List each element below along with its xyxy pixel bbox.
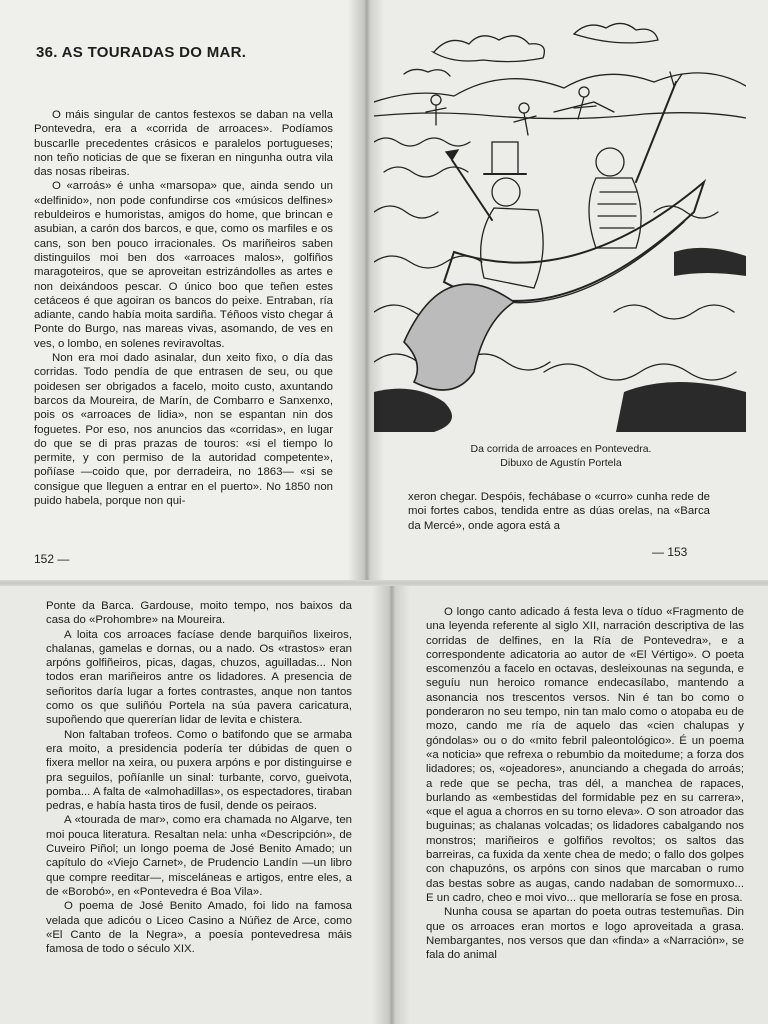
caption-credit: Dibuxo de Agustín Portela xyxy=(500,457,622,469)
scan-seam xyxy=(0,580,768,586)
man-coat xyxy=(481,208,543,288)
paragraph: A «tourada de mar», como era chamada no Algarve, ten moi pouca literatura. Resaltan nela: unha «Descripción», de Cuveiro Piñol; un longo poema de José Benito Amado; un capítulo do «Viejo Carnet», de Prudencio Landín —un libro que compre reeditar—, misceláneas e artigos, entre eles, a de «Borobó», en «Pontevedra é Boa Vila». xyxy=(46,814,352,898)
page-153-body xyxy=(408,490,710,533)
bullfight-at-sea-illustration xyxy=(374,12,746,432)
wave xyxy=(374,256,482,268)
page-152 xyxy=(0,0,366,583)
page-155-body xyxy=(426,605,744,962)
wave xyxy=(614,305,734,319)
sailor-head xyxy=(596,148,624,176)
harpoon xyxy=(452,160,492,220)
cloud xyxy=(404,69,450,76)
page-number: — 153 xyxy=(652,545,688,559)
paragraph: Ponte da Barca. Gardouse, moito tempo, nos baixos da casa do «Prohombre» na Moureira. xyxy=(46,600,352,627)
oar xyxy=(636,82,676,182)
page-154-body xyxy=(46,599,352,956)
horizon-line xyxy=(374,113,746,119)
wave-shadow xyxy=(674,248,746,276)
boat-hull xyxy=(444,182,704,301)
wave xyxy=(384,167,468,177)
page-153 xyxy=(366,0,768,583)
top-hat xyxy=(492,142,518,174)
paragraph: Nunha cousa se apartan do poeta outras testemuñas. Din que os arroaces eran mortos e logo aproveitada a grasa. Nembargantes, nos versos que dan «finda» a «Narración», se fala do animal xyxy=(426,906,744,962)
page-number: 152 — xyxy=(34,552,70,566)
page-152-body xyxy=(34,108,333,508)
wave-shadow xyxy=(374,389,452,432)
chapter-heading: 36. AS TOURADAS DO MAR. xyxy=(36,44,247,61)
paragraph: A loita cos arroaces facíase dende barquiños lixeiros, chalanas, gamelas e dornas, ou a nado. Os «trastos» eran arpóns golfiñeiros, picas, dagas, chuzos, aguilladas... Non todos eran mariñeiros antre os lidadores. A presencia de señoritos daría lugar a fortes contrastes, anque non tantos como os que suliñóu Portela na súa pavera caricatura, supoñendo que quererían lidar de levita e chistera. xyxy=(46,628,352,727)
page-155 xyxy=(390,583,768,1024)
paragraph: xeron chegar. Despóis, fechábase o «curro» cunha rede de moi fortes cabos, tendida entre as dúas orelas, na «Barca da Mercé», onde agora está a xyxy=(408,491,710,532)
wave xyxy=(374,138,470,146)
sailor-shirt xyxy=(589,178,641,248)
wave-shadow xyxy=(616,382,746,432)
paragraph: O poema de José Benito Amado, foi lido na famosa velada que adicóu o Liceo Casino a Núñez de Arce, como «El Canto de la Negra», a poesía pontevedresa máis famosa de todo o século XIX. xyxy=(46,900,352,956)
page-154 xyxy=(0,583,390,1024)
paragraph: O longo canto adicado á festa leva o tíduo «Fragmento de una leyenda referente al siglo XII, narración descriptiva de las corridas de delfines, en la Ría de Pontevedra», e a correspondente adicatoria ao autor de «El Vértigo». O poeta escomenzóu a facelo en octavas, desleixounas na segunda, e seguíu nun heroico romance endecasílabo, mantendo a asonancia nos trescentos versos. Nin é tan bo como o ponderaron no seu tempo, nin tan malo como o atopaba eu de mozo, cando me ría de aquelo das «cien chalupas y góndolas» ou o do «mito febril paleontológico». É un poema «a noticia» que refrexa o rebumbio da moitedume; a forza dos lidadores; os, «ojeadores», anunciando a chegada do arroás; a rede que se pecha, tras dél, a manchea de rapaces, burlando as «embestidas del formidable pez en su carrera», «que el agua a chorros en su torno eleva». O son atroador das buguinas; as chalanas volcadas; os lidadores cabalgando nos monstros; mariñeiros e golfiños revoltos; os saltos das barreiras, ca fuxida da xente chea de medo; o fallo dos golpes con chapuzóns, os arpóns con sinos que marcaban o rumo das bestas sobre as augas, cando nadaban de somormuxo... E un cadro, cheo e moi vivo... que melloraría se fose en prosa. xyxy=(426,606,744,904)
cloud xyxy=(574,23,658,42)
paragraph: O «arroás» é unha «marsopa» que, ainda sendo un «delfinido», non pode confundirse cos «músicos delfines» rebuldeiros e humoristas, amigos do home, que brincan e asubian, a carón dos barcos, e que, como os marfiles e os cans, son ben pouco irracionales. Os mariñeiros saben distinguilos moi ben dos «arroaces malos», golfiños maragoteiros, que se aproveitan estrizándolles as artes e non deixándoos pescar. O único boo que teñen estes cetáceos é que agoiran os bancos do peixe. Entraban, ría adiante, cando había moita sardiña. Téñoos visto chegar á Ponte do Burgo, nas mareas vivas, asomando, de ves en ves, o lombo, en solenes reviravoltas. xyxy=(34,180,333,350)
book-gutter-shadow xyxy=(372,583,410,1024)
man-head xyxy=(492,178,520,206)
illustration-caption xyxy=(426,442,696,470)
caption-line: Da corrida de arroaces en Pontevedra. xyxy=(470,443,652,455)
mountain-ridge xyxy=(374,73,746,102)
wave xyxy=(544,364,736,380)
book-gutter-shadow xyxy=(348,0,384,583)
cloud xyxy=(433,36,544,62)
paragraph: Non faltaban trofeos. Como o batifondo que se armaba era moito, a presidencia podería ter dúbidas de quen o fixera mellor na xeira, ou puxera arpóns e por distinguirse e pra seguilos, poñíanlle un sinal: turbante, corvo, gueivota, pomba... A falta de «almohadillas», os espectadores, tiraban pedras, e había hasta tiros de fusil, dende os peiraos. xyxy=(46,728,352,813)
dolphin xyxy=(404,284,514,390)
paragraph: O máis singular de cantos festexos se daban na vella Pontevedra, era a «corrida de arroaces». Podíamos buscarlle precedentes crásicos e paralelos portugueses; non teño noticias de que se fixeran en ningunha outra vila das nosas ribeiras. xyxy=(34,109,333,179)
paragraph: Non era moi dado asinalar, dun xeito fixo, o día das corridas. Todo pendía de que entrasen de seu, ou que poidesen ser obrigados a facelo, moito custo, axuntando barcos da Moureira, de Marín, de Combarro e Sanxenxo, pois os «arroaces de lidia», non se espantan nin dos foguetes. Por eso, nos anuncios das «corridas», en lugar do que se di pras prazas de touros: «si el tiempo lo permite, y con permiso de la autoridad competente», poñíase —coido que, por derradeira, no 1863— «si se consigue que lleguen a entrar en el puerto». No 1850 non puido habela, porque non qui- xyxy=(34,352,333,508)
